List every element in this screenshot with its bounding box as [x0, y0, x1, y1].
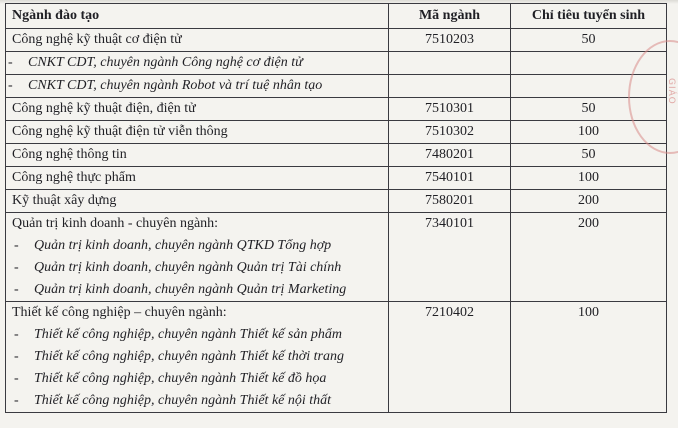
table-header-row	[6, 4, 667, 29]
program-code	[389, 302, 511, 413]
header-quota: Chỉ tiêu tuyển sinh	[511, 4, 667, 29]
program-quota	[511, 213, 667, 302]
program-quota	[511, 302, 667, 413]
program-quota: 200	[511, 190, 667, 213]
specialization-item	[12, 235, 382, 257]
program-name: Quản trị kinh doanh - chuyên ngành:	[12, 216, 219, 231]
program-code: 7510302	[389, 121, 511, 144]
list-dash: -	[8, 78, 13, 93]
empty-cell	[389, 52, 511, 75]
program-code: 7510301	[389, 98, 511, 121]
specialization-item	[12, 324, 382, 346]
specialization-label: Thiết kế công nghiệp, chuyên ngành Thiết kế sản phẩm	[34, 327, 342, 342]
specialization-item	[12, 346, 382, 368]
list-dash: -	[14, 282, 19, 297]
table-row	[6, 167, 667, 190]
program-name: Công nghệ kỹ thuật điện tử viễn thông	[6, 121, 389, 144]
program-quota: 100	[511, 167, 667, 190]
specialization-label: CNKT CDT, chuyên ngành Công nghệ cơ điện tử	[28, 55, 303, 70]
specialization-label: Quản trị kinh doanh, chuyên ngành Quản trị Marketing	[34, 282, 347, 297]
list-dash: -	[14, 393, 19, 408]
specialization-label: Quản trị kinh doanh, chuyên ngành Quản trị Tài chính	[34, 260, 342, 275]
list-dash: -	[14, 260, 19, 275]
list-dash: -	[14, 349, 19, 364]
admissions-table	[5, 3, 667, 413]
specialization-item	[12, 390, 382, 412]
program-code: 7580201	[389, 190, 511, 213]
specialization-item	[12, 368, 382, 390]
specialization-label: CNKT CDT, chuyên ngành Robot và trí tuệ nhân tạo	[28, 78, 323, 93]
specialization-item	[6, 75, 389, 98]
list-dash: -	[14, 327, 19, 342]
program-name: Thiết kế công nghiệp – chuyên ngành:	[12, 305, 227, 320]
program-quota: 50	[511, 98, 667, 121]
program-quota: 50	[511, 29, 667, 52]
program-name: Công nghệ kỹ thuật điện, điện tử	[6, 98, 389, 121]
specialization-label: Thiết kế công nghiệp, chuyên ngành Thiết kế nội thất	[34, 393, 332, 408]
program-code: 7510203	[389, 29, 511, 52]
empty-cell	[389, 75, 511, 98]
program-cell	[6, 213, 389, 302]
program-code-value: 7210402	[425, 305, 474, 320]
program-name: Kỹ thuật xây dựng	[6, 190, 389, 213]
program-name: Công nghệ thông tin	[6, 144, 389, 167]
header-program: Ngành đào tạo	[6, 4, 389, 29]
table-row	[6, 302, 667, 413]
table-row	[6, 213, 667, 302]
program-code: 7540101	[389, 167, 511, 190]
specialization-item	[12, 257, 382, 279]
program-code	[389, 213, 511, 302]
program-quota: 100	[511, 121, 667, 144]
specialization-item	[12, 279, 382, 301]
table-row	[6, 29, 667, 52]
program-quota-value: 100	[578, 305, 599, 320]
list-dash: -	[8, 55, 13, 70]
table-row	[6, 98, 667, 121]
program-quota: 50	[511, 144, 667, 167]
header-code: Mã ngành	[389, 4, 511, 29]
table-row	[6, 144, 667, 167]
specialization-label: Quản trị kinh doanh, chuyên ngành QTKD Tổng hợp	[34, 238, 332, 253]
specialization-label: Thiết kế công nghiệp, chuyên ngành Thiết kế thời trang	[34, 349, 344, 364]
table-row	[6, 190, 667, 213]
table-row	[6, 75, 667, 98]
list-dash: -	[14, 371, 19, 386]
program-quota-value: 200	[578, 216, 599, 231]
table-row	[6, 52, 667, 75]
list-dash: -	[14, 238, 19, 253]
specialization-label: Thiết kế công nghiệp, chuyên ngành Thiết kế đồ họa	[34, 371, 327, 386]
program-name: Công nghệ thực phẩm	[6, 167, 389, 190]
program-cell	[6, 302, 389, 413]
program-code: 7480201	[389, 144, 511, 167]
program-name: Công nghệ kỹ thuật cơ điện tử	[6, 29, 389, 52]
program-code-value: 7340101	[425, 216, 474, 231]
table-row	[6, 121, 667, 144]
seal-text: GIÁO	[666, 78, 676, 105]
specialization-item	[6, 52, 389, 75]
